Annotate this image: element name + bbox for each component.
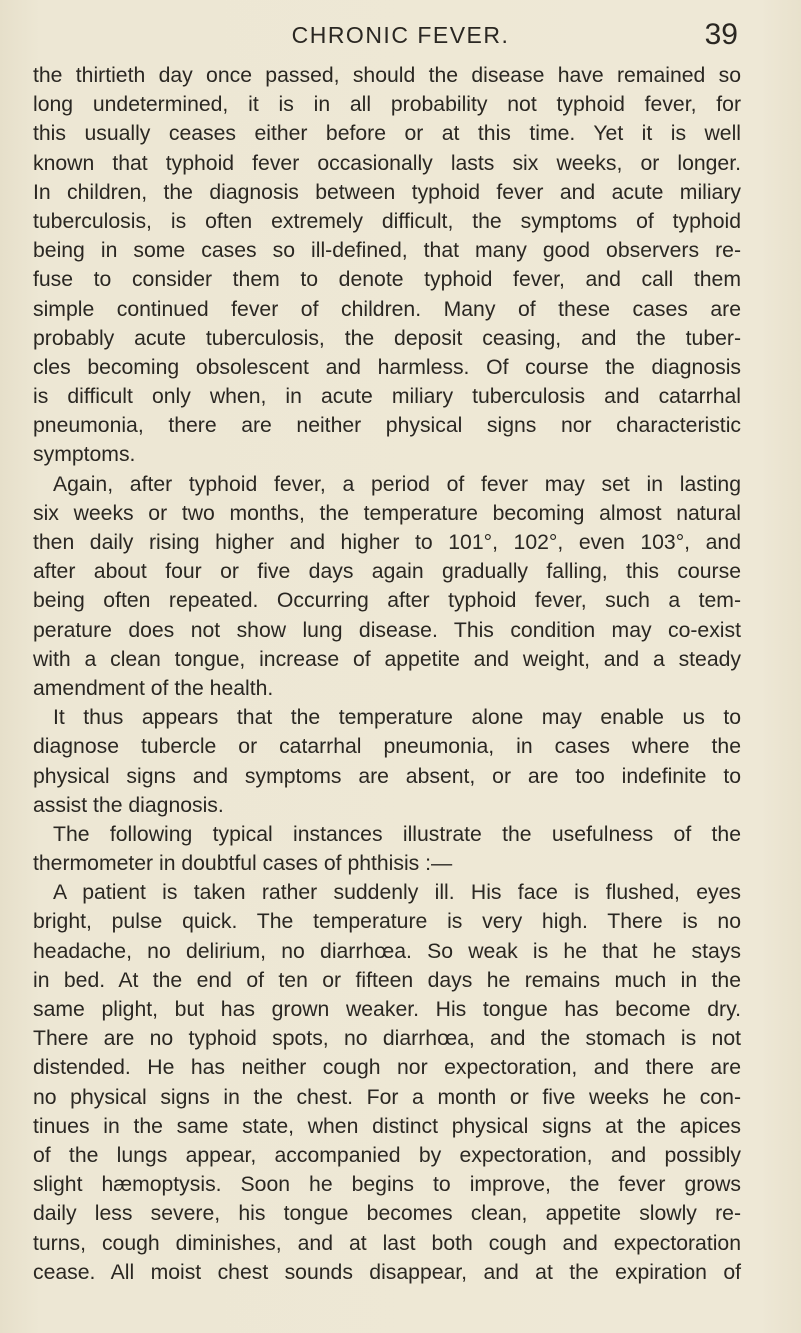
text-line: same plight, but has grown weaker. His tongue has become dry. <box>33 998 741 1021</box>
text-line: headache, no delirium, no diarrhœa. So weak is he that he stays <box>33 939 741 963</box>
text-line: fuse to consider them to denote typhoid fever, and call them <box>33 268 741 292</box>
text-line: this usually ceases either before or at this time. Yet it is well <box>33 122 741 146</box>
text-line: distended. He has neither cough nor expectoration, and there are <box>33 1056 741 1080</box>
text-line: being often repeated. Occurring after typhoid fever, such a tem- <box>33 589 741 613</box>
text-line: probably acute tuberculosis, the deposit ceasing, and the tuber- <box>33 326 741 350</box>
text-line: amendment of the health. <box>33 676 274 700</box>
body-text <box>33 61 741 1287</box>
text-line: no physical signs in the chest. For a month or five weeks he con- <box>33 1085 741 1109</box>
text-line: being in some cases so ill-defined, that many good observers re- <box>33 239 741 263</box>
text-line: symptoms. <box>33 443 136 467</box>
text-line: physical signs and symptoms are absent, or are too indefinite to <box>33 764 741 788</box>
text-line: simple continued fever of children. Many of these cases are <box>33 297 741 321</box>
text-line: then daily rising higher and higher to 101°, 102°, even 103°, and <box>33 531 741 554</box>
running-head: CHRONIC FEVER. <box>291 22 510 48</box>
page-number: 39 <box>704 18 738 51</box>
text-line: slight hæmoptysis. Soon he begins to improve, the fever grows <box>33 1173 741 1197</box>
text-line: cles becoming obsolescent and harmless. Of course the diagnosis <box>33 355 741 379</box>
text-line: turns, cough diminishes, and at last both cough and expectoration <box>33 1231 741 1255</box>
text-line: long undetermined, it is in all probability not typhoid fever, for <box>33 93 741 117</box>
text-line: The following typical instances illustrate the usefulness of the <box>53 822 741 846</box>
text-line: thermometer in doubtful cases of phthisis :— <box>33 852 453 876</box>
text-line: six weeks or two months, the temperature becoming almost natural <box>33 501 741 525</box>
text-line: There are no typhoid spots, no diarrhœa, and the stomach is not <box>33 1027 741 1051</box>
text-line: with a clean tongue, increase of appetite and weight, and a steady <box>33 647 741 671</box>
page-header <box>0 18 801 58</box>
text-line: In children, the diagnosis between typhoid fever and acute miliary <box>33 180 741 204</box>
text-line: A patient is taken rather suddenly ill. His face is flushed, eyes <box>53 881 741 905</box>
text-line: Again, after typhoid fever, a period of fever may set in lasting <box>53 472 741 496</box>
text-line: pneumonia, there are neither physical signs nor characteristic <box>33 414 741 438</box>
text-line: in bed. At the end of ten or fifteen days he remains much in the <box>33 968 741 992</box>
text-line: tuberculosis, is often extremely difficult, the symptoms of typhoid <box>33 209 741 233</box>
text-line: is difficult only when, in acute miliary tuberculosis and catarrhal <box>33 385 741 409</box>
text-line: bright, pulse quick. The temperature is very high. There is no <box>33 910 741 934</box>
text-line: after about four or five days again gradually falling, this course <box>33 560 741 584</box>
text-line: assist the diagnosis. <box>33 793 224 817</box>
text-line: of the lungs appear, accompanied by expectoration, and possibly <box>33 1143 741 1167</box>
text-line: perature does not show lung disease. This condition may co-exist <box>33 618 741 642</box>
text-line: daily less severe, his tongue becomes clean, appetite slowly re- <box>33 1202 741 1226</box>
text-line: known that typhoid fever occasionally lasts six weeks, or longer. <box>33 151 741 175</box>
text-line: diagnose tubercle or catarrhal pneumonia, in cases where the <box>33 735 741 759</box>
text-line: It thus appears that the temperature alone may enable us to <box>53 706 741 730</box>
text-line: the thirtieth day once passed, should the disease have remained so <box>33 64 741 87</box>
text-line: tinues in the same state, when distinct physical signs at the apices <box>33 1114 741 1138</box>
text-line: cease. All moist chest sounds disappear, and at the expiration of <box>33 1260 741 1284</box>
